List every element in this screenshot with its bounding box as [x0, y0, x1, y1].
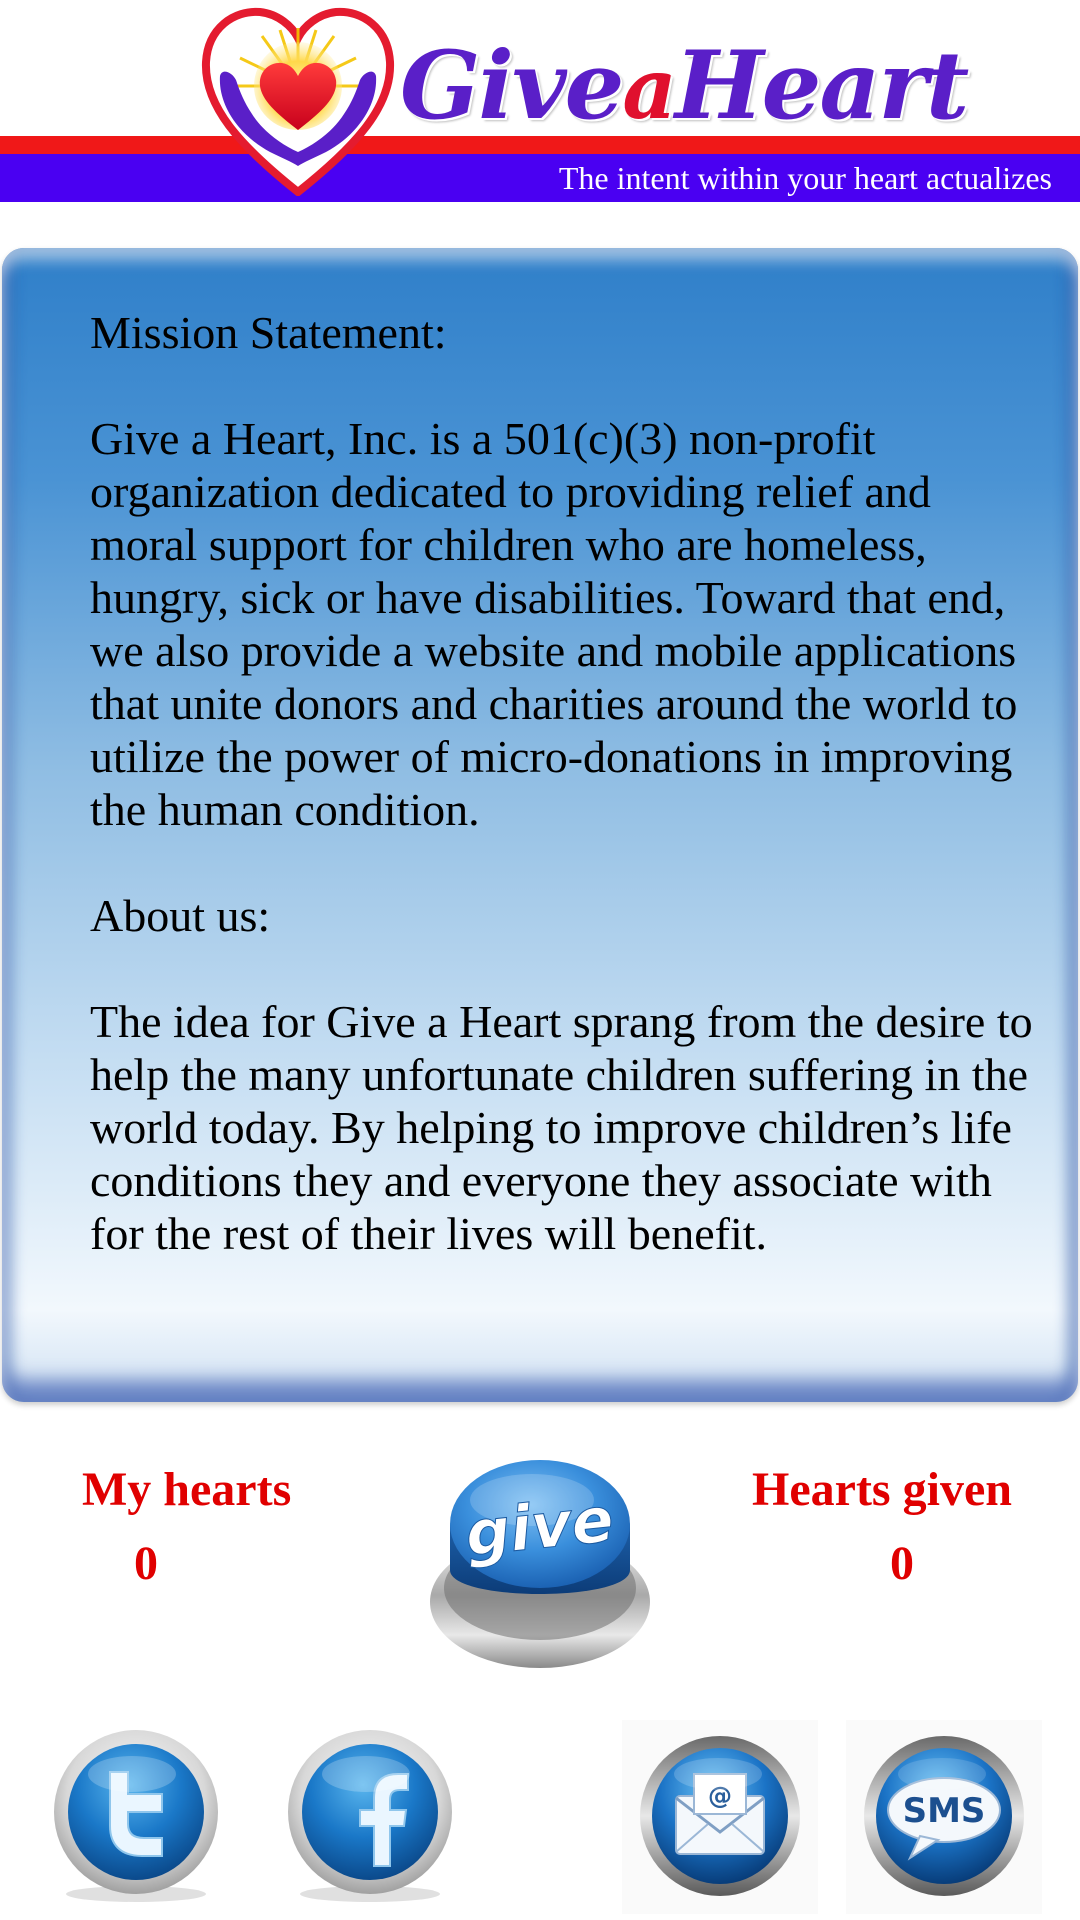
brand-word-give: Give: [400, 31, 623, 141]
brand-logo-text: [400, 31, 968, 141]
brand-word-a: a: [622, 39, 675, 138]
header: [0, 0, 1080, 204]
about-heading: About us:: [90, 890, 271, 941]
mission-heading: Mission Statement:: [90, 307, 447, 358]
about-body: The idea for Give a Heart sprang from the desire to help the many unfortunate children suffering in the world today. By helping to improve children’s life conditions they and everyone they associate with for the rest of their lives will benefit.: [90, 996, 1033, 1259]
tagline: The intent within your heart actualizes: [558, 160, 1052, 196]
mission-body: Give a Heart, Inc. is a 501(c)(3) non-profit organization dedicated to providing relief and moral support for children who are homeless, hungry, sick or have disabilities. Toward that end, we also provide a website and mobile applications that unite donors and charities around the world to utilize the power of micro-donations in improving the human condition.: [90, 413, 1018, 835]
sms-label: SMS: [902, 1791, 986, 1831]
my-hearts-count: 0: [134, 1537, 158, 1590]
info-panel-text: [90, 306, 1040, 1260]
facebook-share-button[interactable]: [282, 1728, 458, 1904]
sms-share-button[interactable]: [846, 1720, 1042, 1914]
hearts-given-count: 0: [890, 1537, 914, 1590]
email-share-button[interactable]: [622, 1720, 818, 1914]
give-button[interactable]: [428, 1452, 652, 1672]
my-hearts-label: My hearts: [82, 1463, 292, 1516]
hearts-given-label: Hearts given: [752, 1463, 1012, 1516]
heart-in-hands-icon: [200, 6, 396, 196]
give-button-label: give: [461, 1482, 617, 1571]
twitter-share-button[interactable]: [48, 1728, 224, 1904]
brand-word-heart: Heart: [674, 31, 968, 141]
svg-text:@: @: [708, 1782, 732, 1810]
